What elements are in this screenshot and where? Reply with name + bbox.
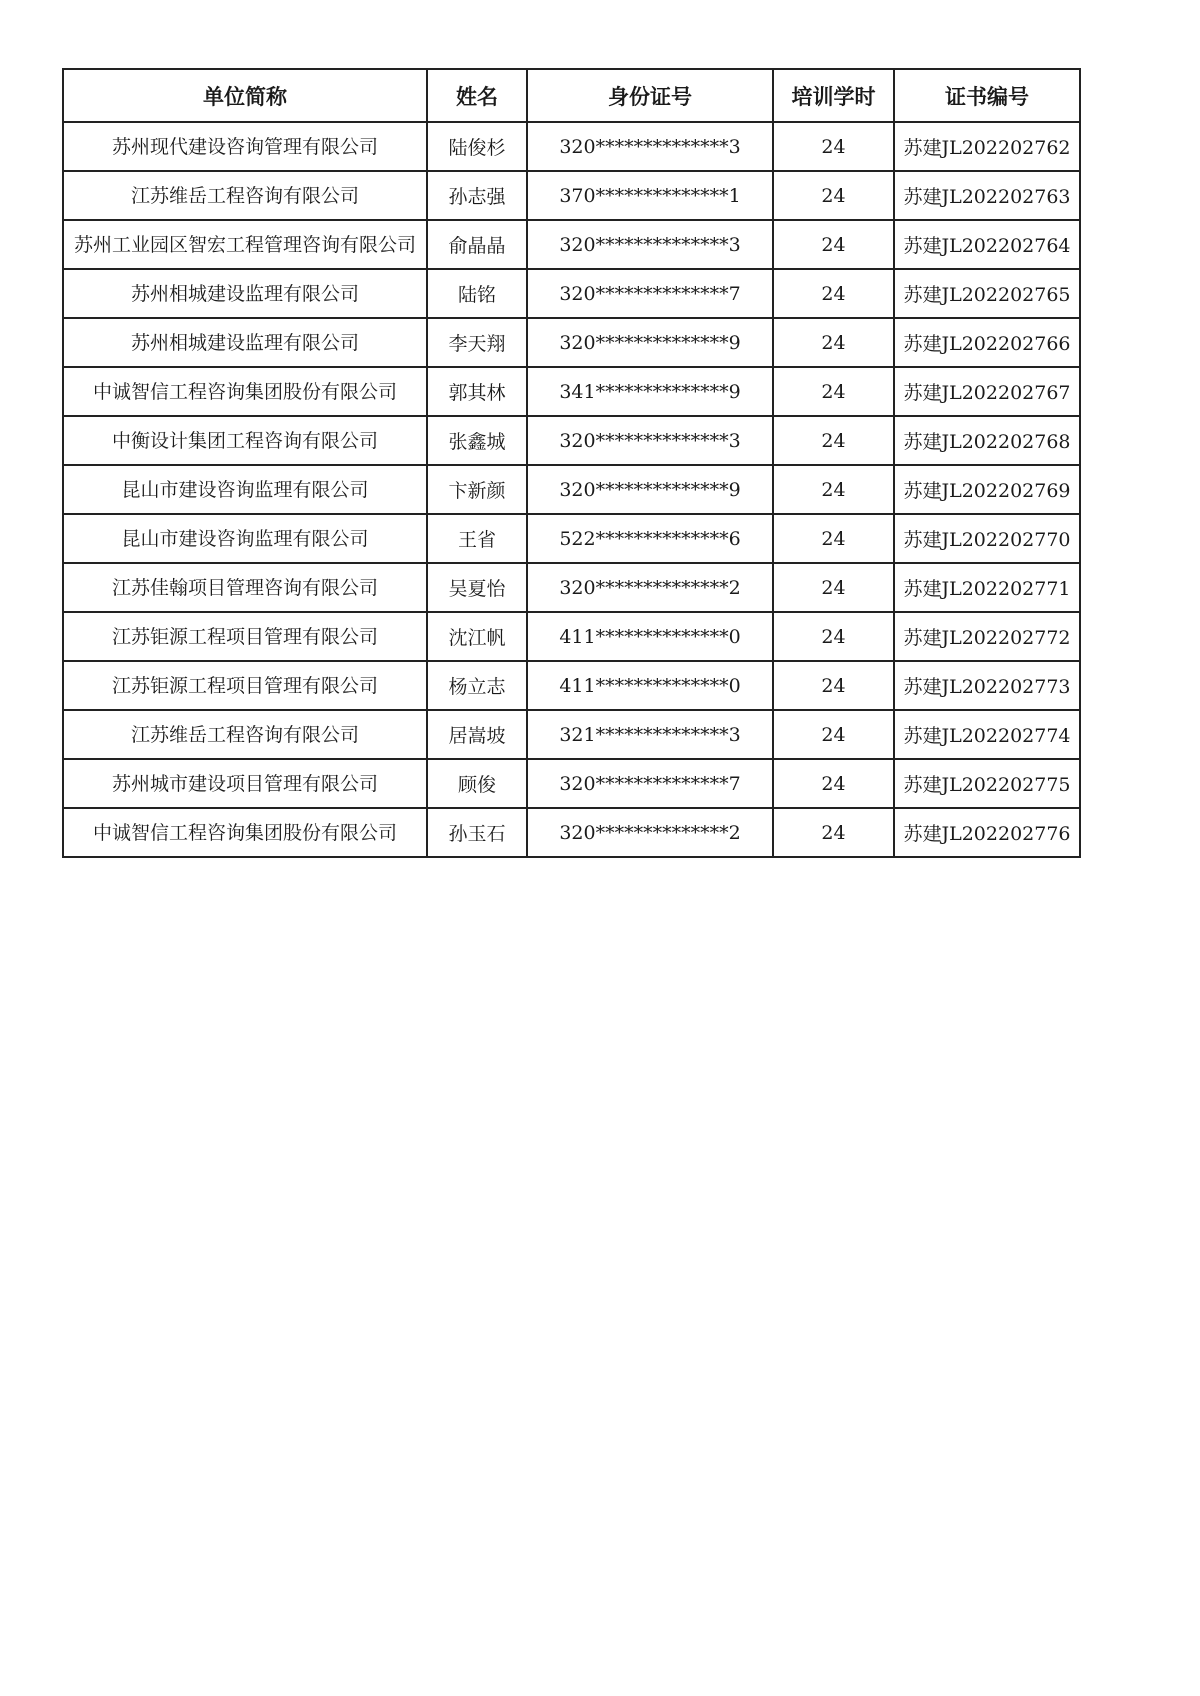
- table-row: [63, 710, 1080, 759]
- table-row: [63, 612, 1080, 661]
- cell-training-hours: 24: [773, 269, 894, 318]
- table-body: [63, 122, 1080, 857]
- cell-training-hours: 24: [773, 514, 894, 563]
- cell-training-hours: 24: [773, 122, 894, 171]
- cell-name: 卞新颜: [427, 465, 527, 514]
- cell-id-number: 320**************3: [527, 416, 773, 465]
- cell-unit: 苏州相城建设监理有限公司: [63, 269, 427, 318]
- cell-name: 郭其林: [427, 367, 527, 416]
- header-name: 姓名: [427, 69, 527, 122]
- cell-training-hours: 24: [773, 465, 894, 514]
- table-row: [63, 122, 1080, 171]
- cell-certificate-no: 苏建JL202202764: [894, 220, 1080, 269]
- cell-name: 张鑫城: [427, 416, 527, 465]
- cell-name: 顾俊: [427, 759, 527, 808]
- cell-id-number: 320**************3: [527, 122, 773, 171]
- cell-training-hours: 24: [773, 612, 894, 661]
- cell-id-number: 320**************2: [527, 808, 773, 857]
- table-row: [63, 416, 1080, 465]
- cell-certificate-no: 苏建JL202202776: [894, 808, 1080, 857]
- cell-name: 孙志强: [427, 171, 527, 220]
- table-row: [63, 318, 1080, 367]
- header-training-hours: 培训学时: [773, 69, 894, 122]
- cell-name: 孙玉石: [427, 808, 527, 857]
- cell-id-number: 370**************1: [527, 171, 773, 220]
- header-row: [63, 69, 1080, 122]
- cell-training-hours: 24: [773, 318, 894, 367]
- cell-id-number: 341**************9: [527, 367, 773, 416]
- table-row: [63, 465, 1080, 514]
- cell-unit: 昆山市建设咨询监理有限公司: [63, 465, 427, 514]
- certificate-roster-sheet: [62, 68, 1079, 858]
- cell-name: 杨立志: [427, 661, 527, 710]
- cell-training-hours: 24: [773, 563, 894, 612]
- cell-training-hours: 24: [773, 710, 894, 759]
- cell-name: 陆俊杉: [427, 122, 527, 171]
- cell-name: 沈江帆: [427, 612, 527, 661]
- table-header: [63, 69, 1080, 122]
- table-row: [63, 661, 1080, 710]
- header-certificate-no: 证书编号: [894, 69, 1080, 122]
- table-row: [63, 171, 1080, 220]
- cell-certificate-no: 苏建JL202202768: [894, 416, 1080, 465]
- cell-unit: 江苏维岳工程咨询有限公司: [63, 171, 427, 220]
- cell-training-hours: 24: [773, 808, 894, 857]
- table-row: [63, 514, 1080, 563]
- cell-certificate-no: 苏建JL202202769: [894, 465, 1080, 514]
- cell-training-hours: 24: [773, 367, 894, 416]
- cell-unit: 苏州现代建设咨询管理有限公司: [63, 122, 427, 171]
- cell-unit: 苏州工业园区智宏工程管理咨询有限公司: [63, 220, 427, 269]
- cell-unit: 苏州相城建设监理有限公司: [63, 318, 427, 367]
- table-row: [63, 759, 1080, 808]
- cell-id-number: 321**************3: [527, 710, 773, 759]
- cell-name: 俞晶晶: [427, 220, 527, 269]
- cell-id-number: 320**************2: [527, 563, 773, 612]
- cell-certificate-no: 苏建JL202202774: [894, 710, 1080, 759]
- cell-name: 吴夏怡: [427, 563, 527, 612]
- cell-unit: 中诚智信工程咨询集团股份有限公司: [63, 808, 427, 857]
- cell-certificate-no: 苏建JL202202775: [894, 759, 1080, 808]
- cell-id-number: 411**************0: [527, 612, 773, 661]
- cell-certificate-no: 苏建JL202202765: [894, 269, 1080, 318]
- cell-training-hours: 24: [773, 759, 894, 808]
- cell-unit: 中衡设计集团工程咨询有限公司: [63, 416, 427, 465]
- cell-certificate-no: 苏建JL202202766: [894, 318, 1080, 367]
- cell-name: 陆铭: [427, 269, 527, 318]
- cell-unit: 中诚智信工程咨询集团股份有限公司: [63, 367, 427, 416]
- table-row: [63, 808, 1080, 857]
- table-row: [63, 367, 1080, 416]
- cell-certificate-no: 苏建JL202202771: [894, 563, 1080, 612]
- cell-unit: 江苏佳翰项目管理咨询有限公司: [63, 563, 427, 612]
- table-row: [63, 269, 1080, 318]
- cell-training-hours: 24: [773, 220, 894, 269]
- cell-training-hours: 24: [773, 171, 894, 220]
- cell-id-number: 320**************9: [527, 318, 773, 367]
- cell-id-number: 522**************6: [527, 514, 773, 563]
- cell-name: 李天翔: [427, 318, 527, 367]
- cell-certificate-no: 苏建JL202202770: [894, 514, 1080, 563]
- table-row: [63, 220, 1080, 269]
- cell-certificate-no: 苏建JL202202762: [894, 122, 1080, 171]
- header-id-number: 身份证号: [527, 69, 773, 122]
- cell-training-hours: 24: [773, 661, 894, 710]
- cell-certificate-no: 苏建JL202202772: [894, 612, 1080, 661]
- cell-unit: 江苏维岳工程咨询有限公司: [63, 710, 427, 759]
- cell-id-number: 320**************9: [527, 465, 773, 514]
- cell-certificate-no: 苏建JL202202773: [894, 661, 1080, 710]
- cell-unit: 昆山市建设咨询监理有限公司: [63, 514, 427, 563]
- cell-training-hours: 24: [773, 416, 894, 465]
- header-unit: 单位简称: [63, 69, 427, 122]
- cell-id-number: 320**************3: [527, 220, 773, 269]
- cell-unit: 江苏钜源工程项目管理有限公司: [63, 661, 427, 710]
- cell-unit: 江苏钜源工程项目管理有限公司: [63, 612, 427, 661]
- certificate-roster-table: [62, 68, 1081, 858]
- cell-id-number: 411**************0: [527, 661, 773, 710]
- cell-id-number: 320**************7: [527, 759, 773, 808]
- cell-name: 居嵩坡: [427, 710, 527, 759]
- cell-certificate-no: 苏建JL202202763: [894, 171, 1080, 220]
- cell-id-number: 320**************7: [527, 269, 773, 318]
- cell-unit: 苏州城市建设项目管理有限公司: [63, 759, 427, 808]
- cell-certificate-no: 苏建JL202202767: [894, 367, 1080, 416]
- table-row: [63, 563, 1080, 612]
- cell-name: 王省: [427, 514, 527, 563]
